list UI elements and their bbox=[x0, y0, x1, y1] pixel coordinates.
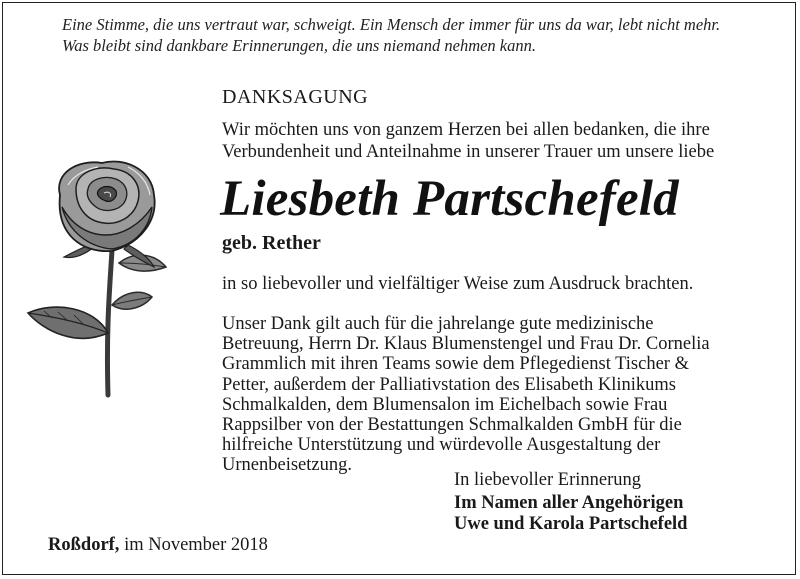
motto-line-2: Was bleibt sind dankbare Erinnerungen, die uns niemand nehmen kann. bbox=[62, 36, 537, 55]
intro-line-2: Verbundenheit und Anteilnahme in unserer Trauer um unsere liebe bbox=[222, 142, 715, 162]
thanks-paragraph bbox=[222, 314, 710, 476]
memory-line: In liebevoller Erinnerung bbox=[454, 470, 641, 490]
date: im November 2018 bbox=[124, 535, 268, 555]
thanks-line: Rappsilber von der Bestattungen Schmalkalden GmbH für die bbox=[222, 415, 682, 436]
heading: DANKSAGUNG bbox=[222, 86, 369, 108]
intro-text bbox=[222, 119, 714, 163]
rose-icon bbox=[24, 155, 184, 400]
thanks-line: hilfreiche Unterstützung und würdevolle Ausgestaltung der bbox=[222, 435, 661, 456]
thanks-line: Schmalkalden, dem Blumensalon im Eichelbach sowie Frau bbox=[222, 394, 668, 415]
place: Roßdorf, bbox=[48, 535, 120, 555]
thanks-line: Grammlich mit ihren Teams sowie dem Pflegedienst Tischer & bbox=[222, 354, 689, 375]
intro-line-1: Wir möchten uns von ganzem Herzen bei allen bedanken, die ihre bbox=[222, 120, 710, 140]
thanks-line: Betreuung, Herrn Dr. Klaus Blumenstengel und Frau Dr. Cornelia bbox=[222, 334, 710, 355]
maiden-name: geb. Rether bbox=[222, 232, 321, 254]
motto-line-1: Eine Stimme, die uns vertraut war, schweigt. Ein Mensch der immer für uns da war, lebt nicht mehr. bbox=[62, 15, 721, 34]
intro-phrase: in so liebevoller und vielfältiger Weise zum Ausdruck brachten. bbox=[222, 274, 694, 294]
signer-line-1: Im Namen aller Angehörigen bbox=[454, 493, 684, 513]
thanks-line: Unser Dank gilt auch für die jahrelange gute medizinische bbox=[222, 314, 654, 334]
signer-line-2: Uwe und Karola Partschefeld bbox=[454, 513, 688, 534]
deceased-name: Liesbeth Partschefeld bbox=[220, 171, 679, 227]
place-date bbox=[48, 535, 268, 556]
thanks-line: Urnenbeisetzung. bbox=[222, 455, 352, 476]
motto bbox=[62, 14, 782, 56]
signers bbox=[454, 493, 687, 534]
thanks-line: Petter, außerdem der Palliativstation des Elisabeth Klinikums bbox=[222, 374, 676, 395]
